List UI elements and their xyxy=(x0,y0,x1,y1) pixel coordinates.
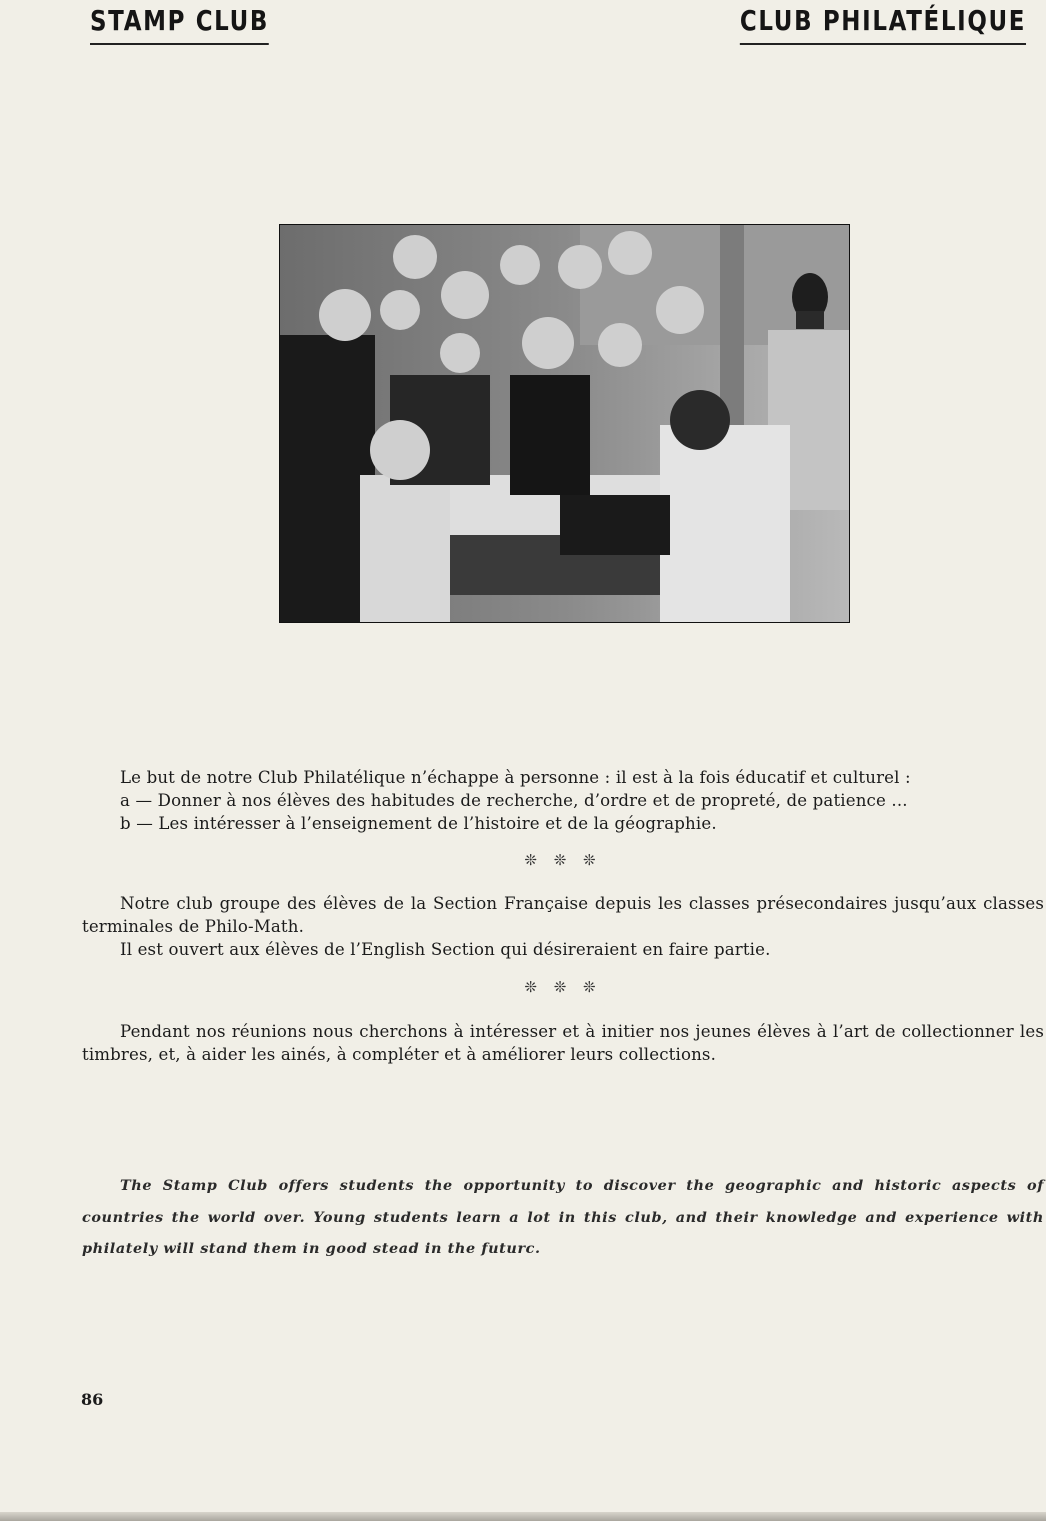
header-left-title: STAMP CLUB xyxy=(90,4,269,45)
english-summary: The Stamp Club offers students the opportunity to discover the geographic and historic aspects of countries the world over. Young students learn a lot in this club, and their knowledge and experience with philately will stand them in good stead in the futurc. xyxy=(82,1177,1044,1257)
section-purpose xyxy=(82,766,1044,835)
page-number: 86 xyxy=(81,1390,104,1409)
purpose-item-b: b — Les intéresser à l’enseignement de l’histoire et de la géographie. xyxy=(120,814,717,833)
separator-2: ❊ ❊ ❊ xyxy=(524,978,602,996)
members-paragraph: Notre club groupe des élèves de la Section Française depuis les classes présecondaires jusqu’aux classes terminales de Philo-Math. xyxy=(82,894,1044,936)
members-second-line: Il est ouvert aux élèves de l’English Section qui désireraient en faire partie. xyxy=(120,940,771,959)
section-meetings xyxy=(82,1020,1044,1066)
purpose-item-a: a — Donner à nos élèves des habitudes de recherche, d’ordre et de propreté, de patience ... xyxy=(120,791,908,810)
separator-1: ❊ ❊ ❊ xyxy=(524,851,602,869)
page-edge xyxy=(0,1512,1046,1521)
section-members xyxy=(82,892,1044,961)
header-right-title: CLUB PHILATÉLIQUE xyxy=(740,4,1026,45)
group-photo xyxy=(279,224,850,623)
purpose-intro: Le but de notre Club Philatélique n’échappe à personne : il est à la fois éducatif et culturel : xyxy=(120,768,911,787)
group-photo-icon xyxy=(280,225,849,622)
meetings-paragraph: Pendant nos réunions nous cherchons à intéresser et à initier nos jeunes élèves à l’art de collectionner les timbres, et, à aider les ainés, à compléter et à améliorer leurs collections. xyxy=(82,1022,1044,1064)
